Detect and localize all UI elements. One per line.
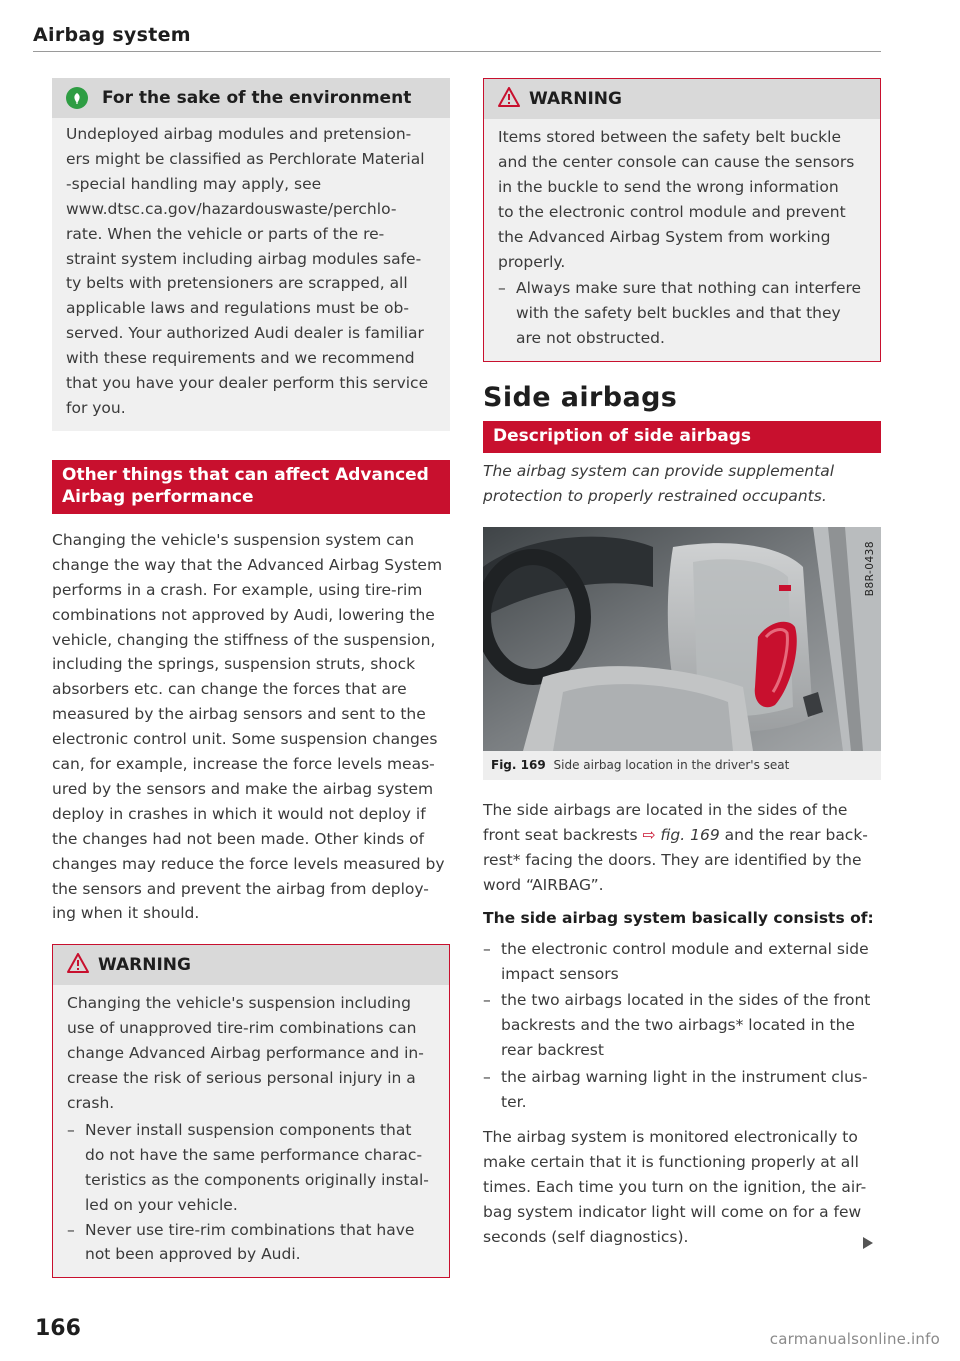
text-span: The side airbags are located in the sides of the <box>483 800 848 819</box>
text-line: in the buckle to send the wrong information <box>498 177 839 196</box>
figure-code: B8R-0438 <box>864 540 876 597</box>
text-line: with the safety belt buckles and that they <box>516 304 841 323</box>
text-line: and the center console can cause the sensors <box>498 152 855 171</box>
text-line: not been approved by Audi. <box>85 1245 301 1264</box>
text-line: deploy in crashes in which it would not deploy if <box>52 804 426 823</box>
text-span: and the rear back- <box>724 825 868 844</box>
text-line: vehicle, changing the stiffness of the suspension, <box>52 630 436 649</box>
figure-reference-link[interactable]: fig. 169 <box>660 825 720 844</box>
intro-paragraph <box>483 459 881 509</box>
text-line: – the two airbags located in the sides of the front <box>501 991 871 1010</box>
figure-caption-text: Side airbag location in the driver's seat <box>553 757 790 772</box>
band-title-line: Airbag performance <box>62 486 254 507</box>
warning-bullet-list <box>67 1118 435 1267</box>
text-line: make certain that it is functioning properly at all <box>483 1152 859 1171</box>
text-line: led on your vehicle. <box>85 1195 238 1214</box>
text-line: – the electronic control module and external side <box>501 939 869 958</box>
watermark: carmanualsonline.info <box>769 1330 940 1348</box>
text-line: the changes had not been made. Other kinds of <box>52 829 425 848</box>
text-line: absorbers etc. can change the forces that are <box>52 680 407 699</box>
text-line: protection to properly restrained occupants. <box>483 487 827 506</box>
text-line: ter. <box>501 1093 527 1112</box>
text-line: use of unapproved tire-rim combinations can <box>67 1019 417 1038</box>
band-title-line: Other things that can affect Advanced <box>62 464 429 485</box>
seat-photo <box>483 527 881 751</box>
consists-of-label: The side airbag system basically consists of: <box>483 908 874 927</box>
text-line: impact sensors <box>501 964 619 983</box>
text-line: word “AIRBAG”. <box>483 875 604 894</box>
section-band-other-things <box>52 460 450 514</box>
monitoring-paragraph <box>483 1125 881 1250</box>
text-line: www.dtsc.ca.gov/hazardouswaste/perchlo- <box>66 199 397 218</box>
text-line: applicable laws and regulations must be ob- <box>66 299 409 318</box>
text-line: change the way that the Advanced Airbag System <box>52 555 443 574</box>
environment-note-header <box>52 78 450 118</box>
side-airbag-location-paragraph <box>483 798 881 898</box>
text-line: the sensors and prevent the airbag from deploy- <box>52 879 429 898</box>
text-line: times. Each time you turn on the ignition, the air- <box>483 1177 867 1196</box>
continue-arrow-icon <box>863 1237 873 1249</box>
text-line: ers might be classified as Perchlorate Material <box>66 149 425 168</box>
environment-note-body <box>52 118 450 431</box>
warning-box-buckle <box>483 78 881 362</box>
warning-title: WARNING <box>98 955 191 976</box>
text-line: Undeployed airbag modules and pretension- <box>66 125 412 143</box>
text-line: crease the risk of serious personal injury in a <box>67 1069 416 1088</box>
text-line: backrests and the two airbags* located in the <box>501 1016 855 1035</box>
warning-bullet-list <box>498 276 866 351</box>
text-line: ured by the sensors and make the airbag system <box>52 779 434 798</box>
text-line: the Advanced Airbag System from working <box>498 227 831 246</box>
figure-caption <box>483 751 881 780</box>
warning-triangle-icon <box>67 953 89 978</box>
text-line: The airbag system is monitored electronically to <box>483 1127 858 1146</box>
list-item <box>483 988 881 1063</box>
text-line: The airbag system can provide supplemental <box>483 462 835 481</box>
text-line: do not have the same performance charac- <box>85 1145 423 1164</box>
warning-triangle-icon <box>498 87 520 112</box>
text-line: crash. <box>67 1094 115 1112</box>
text-line: Items stored between the safety belt buckle <box>498 128 842 146</box>
side-airbags-heading: Side airbags <box>483 382 678 414</box>
leaf-icon <box>66 87 88 109</box>
list-item <box>498 276 866 351</box>
reference-arrow: ⇨ <box>642 825 656 844</box>
warning-box-suspension <box>52 944 450 1278</box>
text-line: bag system indicator light will come on for a few <box>483 1202 862 1221</box>
environment-note-title: For the sake of the environment <box>102 88 412 108</box>
text-line: ing when it should. <box>52 904 200 923</box>
suspension-paragraph <box>52 528 450 927</box>
environment-note-box <box>52 78 450 431</box>
figure-number: Fig. 169 <box>491 757 546 772</box>
list-item <box>67 1218 435 1268</box>
text-line: -special handling may apply, see <box>66 174 322 193</box>
text-line: measured by the airbag sensors and sent to the <box>52 705 426 724</box>
text-line: served. Your authorized Audi dealer is familiar <box>66 324 424 343</box>
warning-body <box>484 119 880 361</box>
seat-illustration <box>483 527 881 751</box>
text-line: including the springs, suspension struts, shock <box>52 655 416 674</box>
text-line: properly. <box>498 252 566 271</box>
text-line: that you have your dealer perform this service <box>66 374 429 393</box>
text-line: for you. <box>66 398 126 417</box>
text-line: to the electronic control module and prevent <box>498 202 846 221</box>
figure-169 <box>483 527 881 780</box>
text-line: change Advanced Airbag performance and in- <box>67 1044 424 1063</box>
text-line: – Never use tire-rim combinations that have <box>85 1220 415 1239</box>
text-line: Changing the vehicle's suspension including <box>67 994 411 1013</box>
text-line: rest* facing the doors. They are identified by the <box>483 850 862 869</box>
text-line: rear backrest <box>501 1041 604 1060</box>
warning-title: WARNING <box>529 89 622 109</box>
text-line: straint system including airbag modules safe- <box>66 249 422 268</box>
header-divider <box>33 51 881 52</box>
text-line: are not obstructed. <box>516 329 665 348</box>
text-line: performs in a crash. For example, using tire-rim <box>52 580 423 599</box>
warning-header <box>53 945 449 985</box>
text-line: rate. When the vehicle or parts of the re- <box>66 224 385 243</box>
text-span: front seat backrests <box>483 825 638 844</box>
text-line: – Never install suspension components that <box>85 1120 412 1139</box>
section-title: Airbag system <box>33 24 191 46</box>
text-line: seconds (self diagnostics). <box>483 1227 689 1246</box>
warning-body <box>53 985 449 1277</box>
list-item <box>483 937 881 987</box>
text-line: – the airbag warning light in the instrument clus- <box>501 1068 868 1087</box>
text-line: ty belts with pretensioners are scrapped, all <box>66 274 408 293</box>
text-line: changes may reduce the force levels measured by <box>52 854 445 873</box>
text-line <box>483 798 881 823</box>
list-item <box>483 1065 881 1115</box>
text-line: Changing the vehicle's suspension system can <box>52 530 415 549</box>
text-line: combinations not approved by Audi, lowering the <box>52 605 435 624</box>
text-line <box>483 823 881 848</box>
list-item <box>67 1118 435 1218</box>
warning-header <box>484 79 880 119</box>
page-number: 166 <box>35 1316 81 1341</box>
text-line: with these requirements and we recommend <box>66 349 415 368</box>
consists-of-list <box>483 937 881 1115</box>
section-band-description: Description of side airbags <box>483 421 881 453</box>
text-line: can, for example, increase the force levels meas- <box>52 755 435 774</box>
text-line: – Always make sure that nothing can interfere <box>516 279 862 298</box>
right-column <box>483 78 881 1249</box>
text-line: teristics as the components originally instal- <box>85 1170 429 1189</box>
left-column <box>52 78 450 1278</box>
text-line: electronic control unit. Some suspension changes <box>52 730 438 749</box>
